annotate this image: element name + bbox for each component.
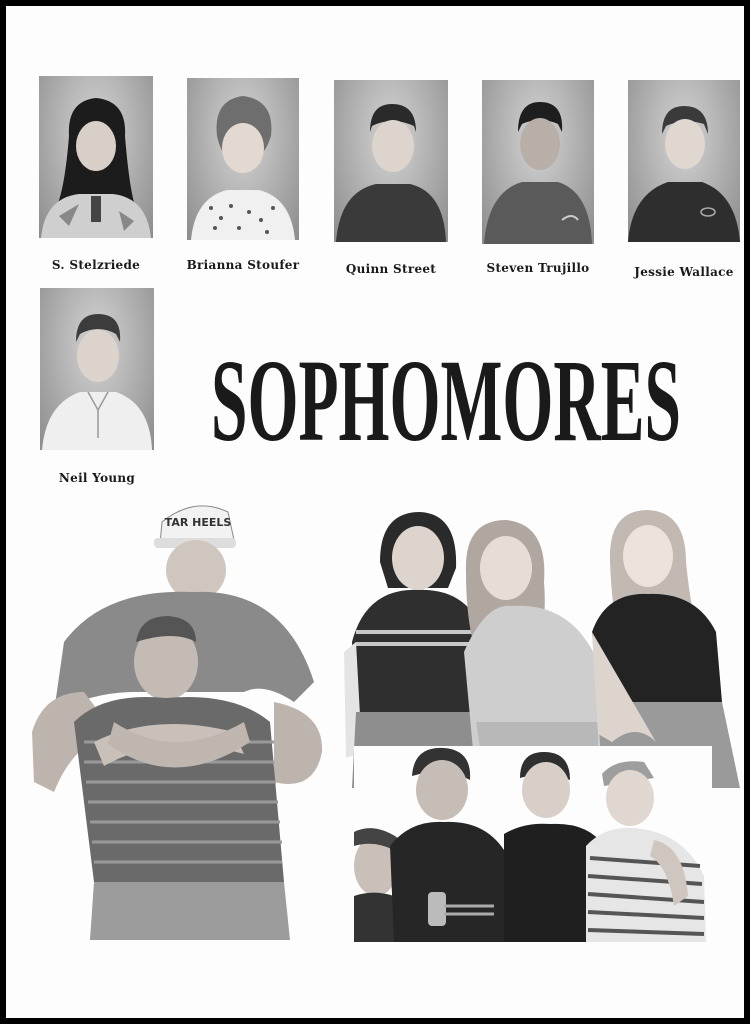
student-name-2: Brianna Stoufer [186,258,300,272]
group-photo-two-boys [24,492,326,940]
yearbook-page [6,6,744,1018]
portrait-photo-4 [482,80,594,244]
cap-text: TAR HEELS [164,516,232,529]
portrait-photo-5 [628,80,740,242]
girl-dark-hair-portrait [39,76,153,238]
sophomores-title [196,290,696,500]
portrait-photo-2 [187,78,299,240]
student-name-4: Steven Trujillo [486,261,590,275]
boy-short-hair-portrait [334,80,448,242]
page-title-graphic [196,290,696,500]
page-title: SOPHOMORES [211,335,681,466]
boy-white-shirt-portrait [40,288,154,450]
portrait-photo-6 [40,288,154,450]
student-name-3: Quinn Street [345,262,437,276]
four-boys-photo [354,746,712,942]
portrait-photo-3 [334,80,448,242]
boy-dark-hair-portrait [482,80,594,244]
two-boys-piggyback-photo [24,492,326,940]
student-name-6: Neil Young [58,471,136,485]
boy-side-part-portrait [628,80,740,242]
student-name-1: S. Stelzriede [51,258,141,272]
student-name-5: Jessie Wallace [634,265,734,279]
portrait-photo-1 [39,76,153,238]
girl-curly-hair-portrait [187,78,299,240]
group-photo-four-boys [354,746,712,942]
